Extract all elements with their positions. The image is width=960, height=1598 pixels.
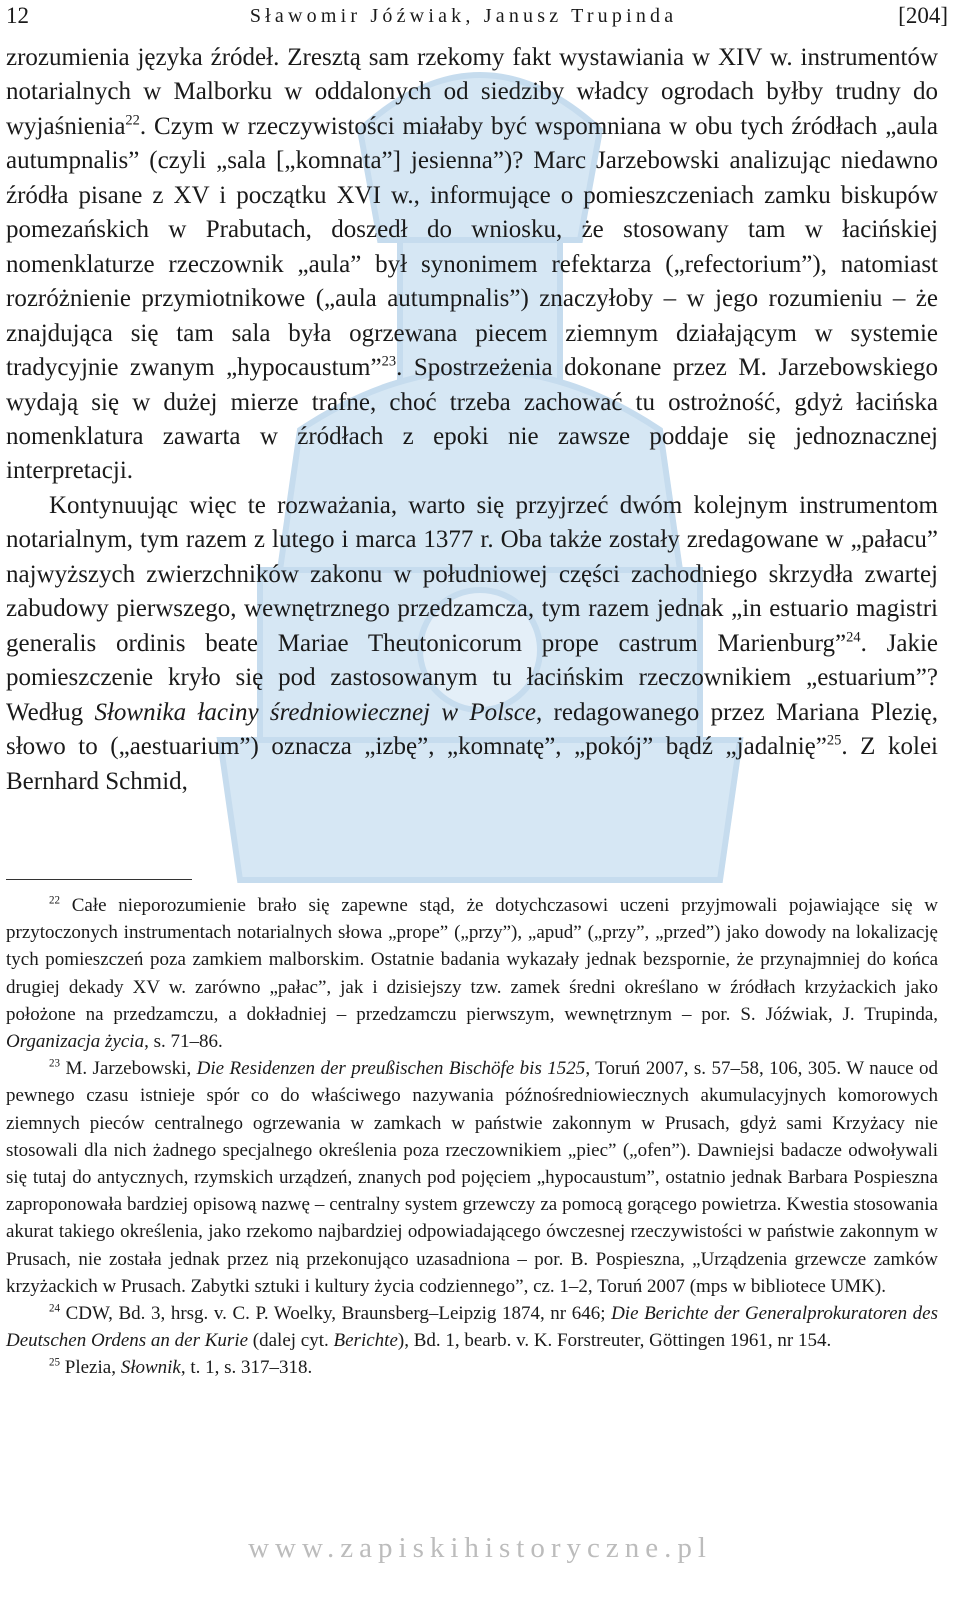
footnote-22: $^{22}$ Całe nieporozumienie brało się zapewne stąd, że dotychczasowi uczeni przyjmowali pojawiające się w przytoczonych instrumentach notarialnych słowa „prope” („przy”), „apud” („przy”, „przed”) jako dowody na lokalizację tych pomieszczeń poza zamkiem malborskim. Ostatnie badania wykazały jednak bezspornie, że przynajmniej do końca drugiej dekady XV w. zarówno „pałac”, jak i dzisiejszy tzw. zamek średni określano w źródłach krzyżackich jako położone na przedzamczu, a dokładniej – przedzamczu pierwszym, wewnętrznym – por. S. Jóźwiak, J. Trupinda, Organizacja życia, s. 71–86. <box>6 894 938 1053</box>
journal-website: www.zapiskihistoryczne.pl <box>248 1532 712 1564</box>
body-paragraph: zrozumienia języka źródeł. Zresztą sam rzekomy fakt wystawiania w XIV w. instrumentów notarialnych w Malborku w oddalonych od siedziby władcy ogrodach byłby trudny do wyjaśnienia$^{22}$. Czym w rzeczywistości miałaby być wspomniana w obu tych źródłach „aula autumpnalis” (czyli „sala [„komnata”] jesienna”)? Marc Jarzebowski analizując niedawno źródła pisane z XV i początku XVI w., informujące o pomieszczeniach zamku biskupów pomezańskich w Prabutach, doszedł do wniosku, że stosowany tam w łacińskiej nomenklaturze rzeczownik „aula” był synonimem refektarza („refectorium”), natomiast rozróżnienie przymiotnikowe („aula autumpnalis”) znaczyłoby – w jego rozumieniu – że znajdująca się tam sala była ogrzewana piecem ziemnym działającym w systemie tradycyjnie zwanym „hypocaustum”$^{23}$. Spostrzeżenia dokonane przez M. Jarzebowskiego wydają się w dużej mierze trafne, choć trzeba zachować tu ostrożność, gdyż łacińska nomenklatura zawarta w źródłach z epoki nie zawsze poddaje się jednoznacznej interpretacji. <box>6 44 938 485</box>
running-header <box>6 0 948 32</box>
running-head-authors: Sławomir Jóźwiak, Janusz Trupinda <box>249 4 678 27</box>
footnote-25: $^{25}$ Plezia, Słownik, t. 1, s. 317–318. <box>49 1357 313 1379</box>
footnotes <box>6 892 938 1382</box>
page-number: 12 <box>6 3 29 28</box>
italic-title: Słownika łaciny średniowiecznej w Polsce <box>94 698 536 726</box>
footnote-ref[interactable]: 23 <box>381 353 397 370</box>
issue-number: [204] <box>898 3 948 28</box>
footnote-ref[interactable]: 22 <box>125 112 140 129</box>
footnote-23: $^{23}$ M. Jarzebowski, Die Residenzen der preußischen Bischöfe bis 1525, Toruń 2007, s. 57–58, 106, 305. W nauce od pewnego czasu istnieje spór co do właściwego nazywania późnośredniowiecznych akumulacyjnych komorowych ziemnych pieców centralnego ogrzewania w zamkach w państwie zakonnym w Prusach, gdyż sami Krzyżacy nie stosowali dla nich żadnego specjalnego określenia poza rzeczownikiem „piec” („ofen”). Dawniejsi badacze odwoływali się tutaj do antycznych, rzymskich urządzeń, znanych pod pojęciem „hypocaustum”, ostatnio jednak Barbara Pospieszna zaproponowała bardziej opisową nazwę – centralny system grzewczy za pomocą gorącego powietrza. Kwestia stosowania akurat takiego określenia, jako rzekomo najbardziej odpowiadającego ówczesnej rzeczywistości w państwie zakonnym w Prusach, nie została jednak przez nią przekonująco uzasadniona – por. B. Pospieszna, „Urządzenia grzewcze zamków krzyżackich w Prusach. Zabytki sztuki i kultury życia codziennego”, cz. 1–2, Toruń 2007 (mps w bibliotece UMK). <box>6 1057 939 1297</box>
footnote-24: $^{24}$ CDW, Bd. 3, hrsg. v. C. P. Woelky, Braunsberg–Leipzig 1874, nr 646; Die Berichte der Generalprokuratoren des Deutschen Ordens an der Kurie (dalej cyt. Berichte), Bd. 1, bearb. v. K. Forstreuter, Göttingen 1961, nr 154. <box>6 1302 938 1352</box>
body-paragraph: Kontynuując więc te rozważania, warto się przyjrzeć dwóm kolejnym instrumentom notarialnym, tym razem z lutego i marca 1377 r. Oba także zostały zredagowane w „pałacu” najwyższych zwierzchników zakonu w południowej części zachodniego skrzydła zwartej zabudowy pierwszego, wewnętrznego przedzamcza, tym razem jednak „in estuario magistri generalis ordinis beate Mariae Theutonicorum prope castrum Marienburg”$^{24}$. Jakie pomieszczenie kryło się pod zastosowanym tu łacińskim rzeczownikiem „estuarium”? Według Słownika łaciny średniowiecznej w Polsce, redagowanego przez Mariana Plezię, słowo to („aestuarium”) oznacza „izbę”, „komnatę”, „pokój” bądź „jadalnię”$^{25}$. Z kolei Bernhard Schmid, <box>6 491 938 795</box>
main-text <box>6 41 938 799</box>
footnote-ref[interactable]: 24 <box>846 629 861 646</box>
footnote-ref[interactable]: 25 <box>826 732 842 749</box>
footnote-separator <box>6 879 192 880</box>
